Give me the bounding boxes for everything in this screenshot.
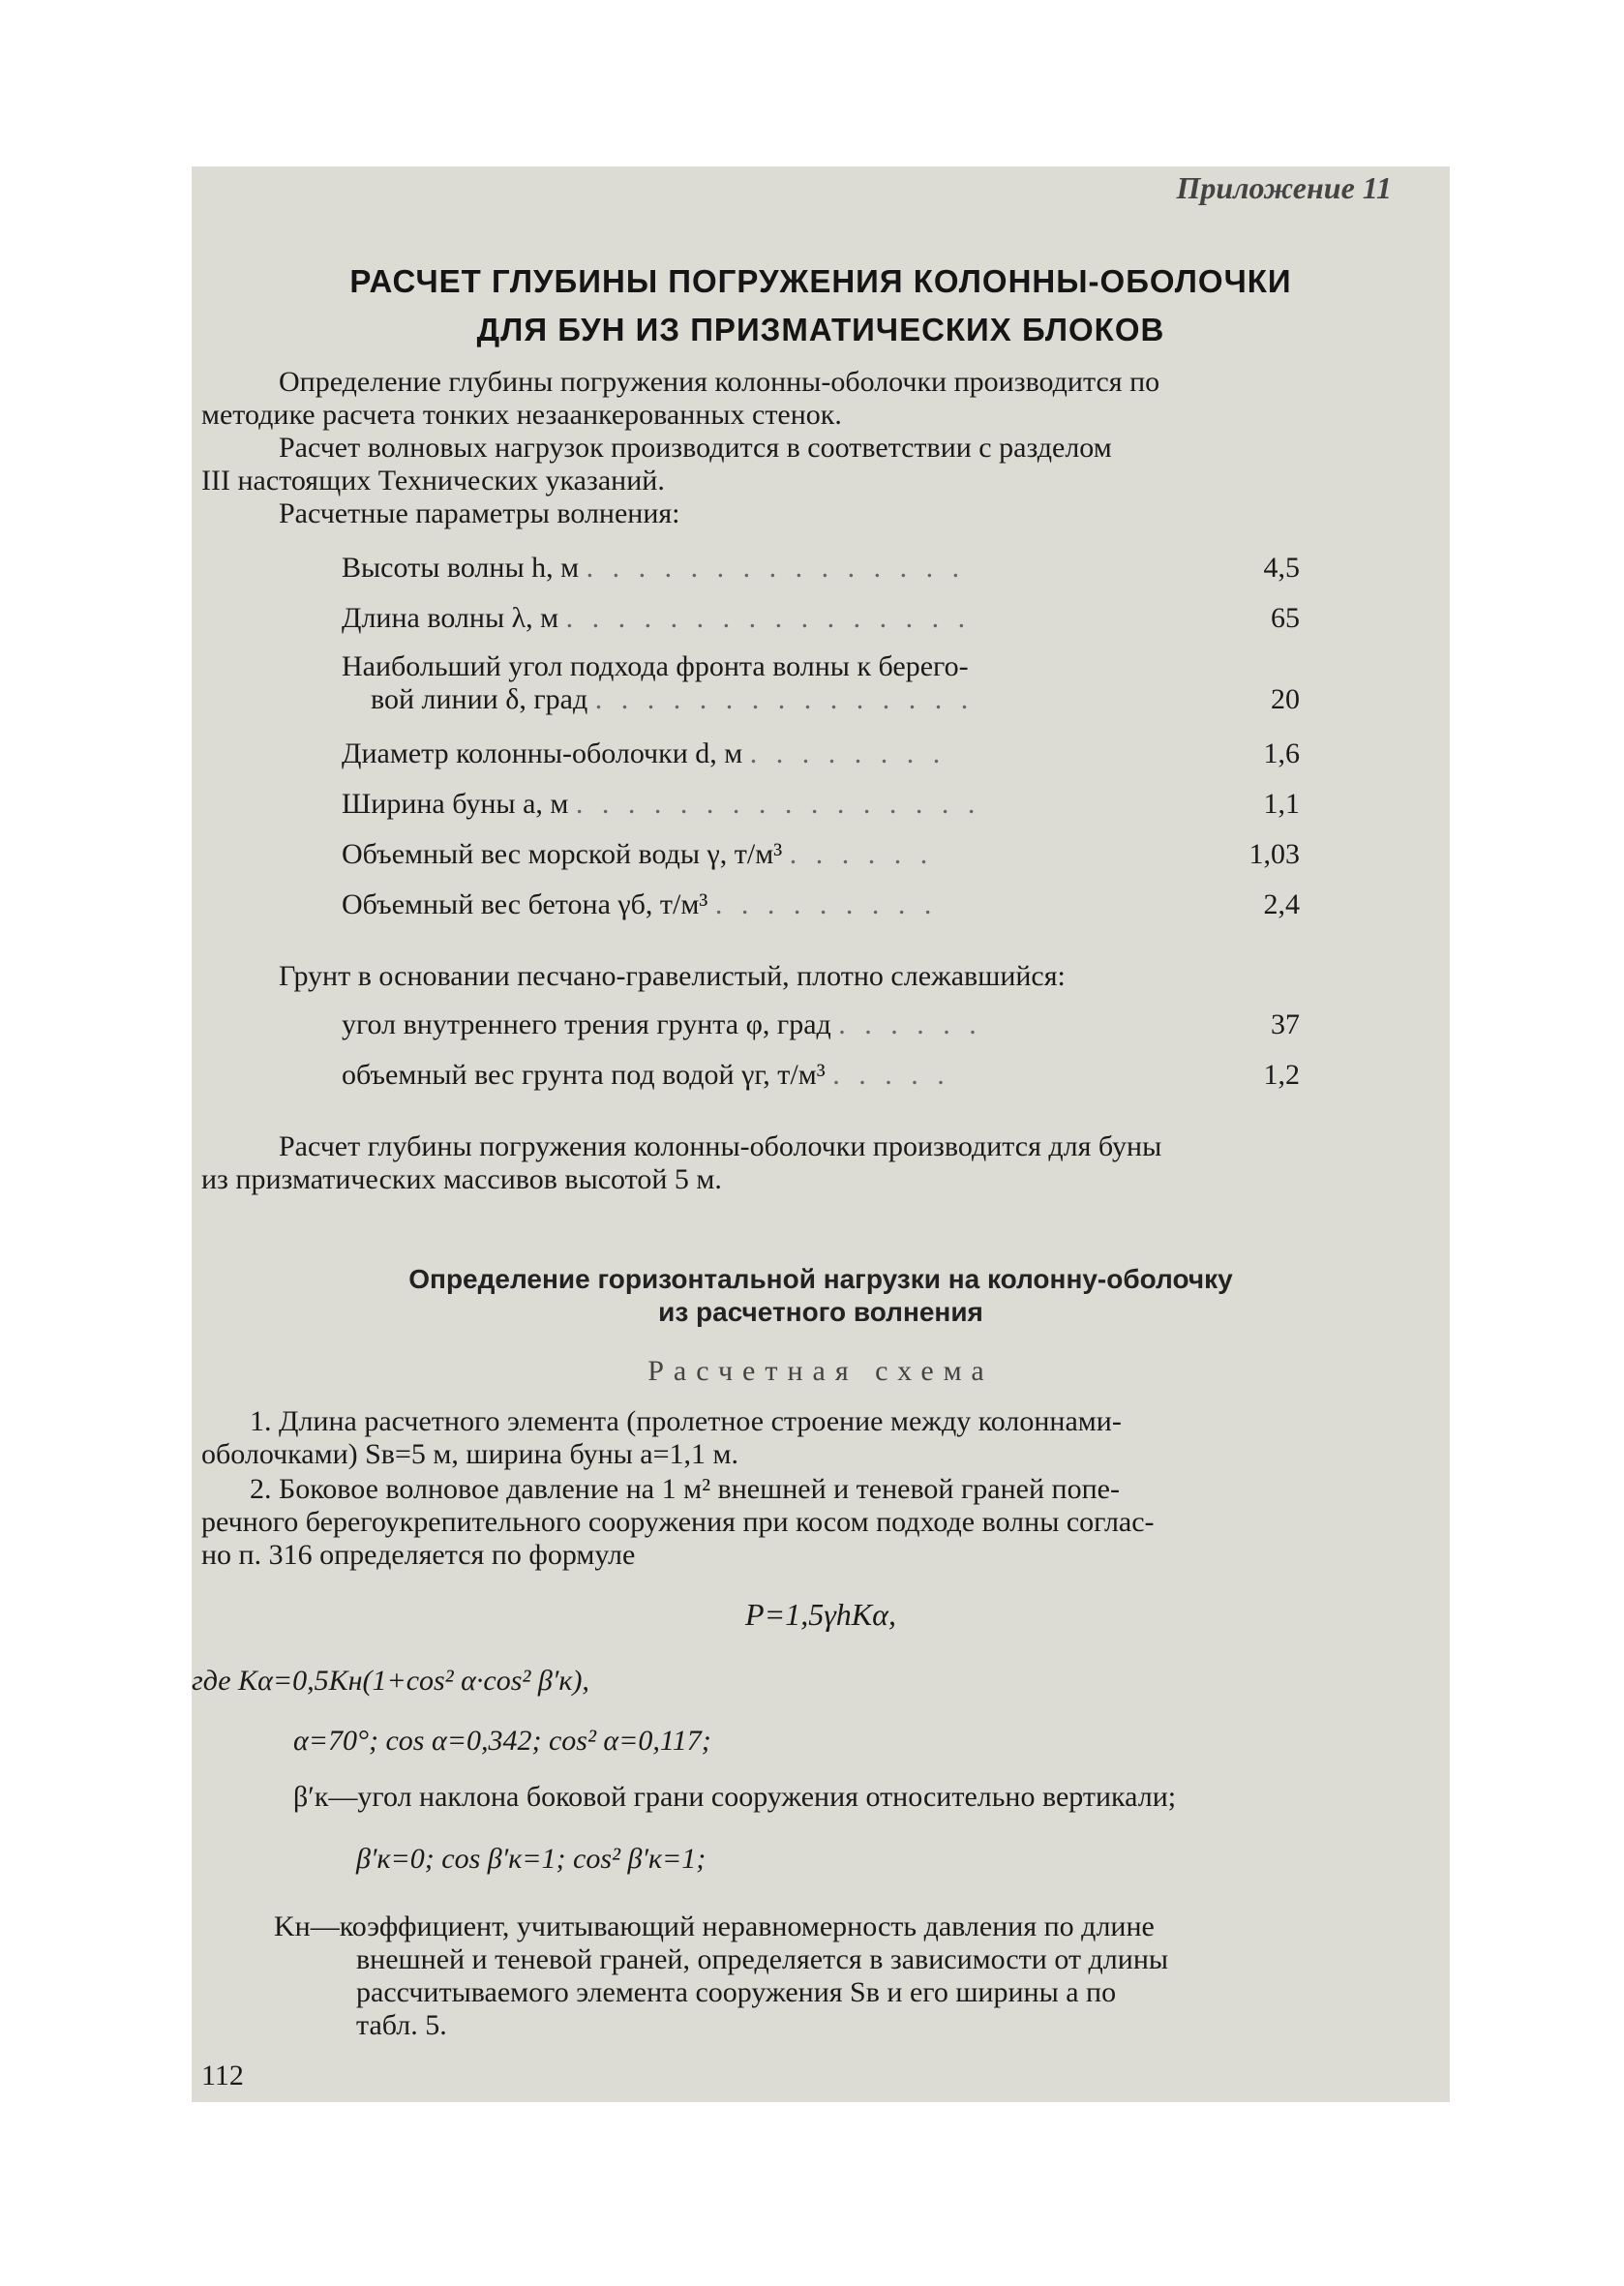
param-row	[342, 838, 933, 871]
step2-line2: речного берегоукрепительного сооружения при косом подходе волны соглас-	[201, 1506, 1155, 1538]
soil-label: объемный вес грунта под водой γг, т/м³	[342, 1059, 826, 1091]
kn-line3: рассчитываемого элемента сооружения Sв и его ширины a по	[356, 1976, 1117, 2008]
leader-dots: . . . . . . . . . . . . . . .	[594, 683, 975, 715]
leader-dots: . . . . . . . .	[749, 737, 947, 769]
param-label: Ширина буны a, м	[342, 788, 569, 820]
param-value: 1,1	[1263, 788, 1300, 820]
param-value: 4,5	[1263, 552, 1300, 584]
beta-values: β′к=0; cos β′к=1; cos² β′к=1;	[356, 1843, 707, 1875]
intro-p1-line2: методике расчета тонких незаанкерованных стенок.	[201, 399, 842, 431]
leader-dots: . . . . . . . . . . . . . . .	[586, 552, 966, 584]
param-value: 20	[1271, 683, 1300, 715]
leader-dots: . . . . . . . . . . . . . . . .	[575, 788, 981, 820]
leader-dots: . . . . . . . . .	[714, 888, 938, 920]
title-line-1: РАСЧЕТ ГЛУБИНЫ ПОГРУЖЕНИЯ КОЛОННЫ-ОБОЛОЧКИ	[349, 263, 1292, 299]
param-row	[342, 788, 980, 821]
param-value: 1,03	[1248, 838, 1300, 870]
leader-dots: . . . . .	[832, 1059, 950, 1091]
intro-p2-line2: III настоящих Технических указаний.	[201, 465, 665, 496]
leader-dots: . . . . . .	[838, 1008, 982, 1040]
soil-heading: Грунт в основании песчано-гравелистый, плотно слежавшийся:	[279, 960, 1066, 992]
page-number: 112	[201, 2060, 244, 2091]
appendix-label: Приложение 11	[1176, 170, 1392, 205]
calc-line2: из призматических массивов высотой 5 м.	[201, 1163, 722, 1195]
param-row	[342, 602, 971, 635]
title-line-2: ДЛЯ БУН ИЗ ПРИЗМАТИЧЕСКИХ БЛОКОВ	[476, 312, 1165, 347]
soil-value: 37	[1271, 1008, 1300, 1040]
kn-line4: табл. 5.	[356, 2009, 447, 2041]
soil-row	[342, 1008, 982, 1041]
param-label: Высоты волны h, м	[342, 552, 580, 584]
param-row	[342, 888, 937, 921]
param-row	[371, 683, 974, 716]
param-value: 65	[1271, 602, 1300, 634]
soil-value: 1,2	[1263, 1059, 1300, 1091]
formula-main: P=1,5γhKα,	[745, 1597, 896, 1632]
param-label: Диаметр колонны-оболочки d, м	[342, 737, 743, 769]
intro-p1-line1: Определение глубины погружения колонны-оболочки производится по	[279, 366, 1160, 398]
intro-p2-line1: Расчет волновых нагрузок производится в соответствии с разделом	[279, 432, 1112, 464]
kn-line2: внешней и теневой граней, определяется в зависимости от длины	[356, 1943, 1169, 1975]
leader-dots: . . . . . .	[789, 838, 934, 870]
param-label: Длина волны λ, м	[342, 602, 559, 634]
param-label: Наибольший угол подхода фронта волны к берего-	[342, 650, 969, 682]
soil-label: угол внутреннего трения грунта φ, град	[342, 1008, 831, 1040]
section-heading-1: Определение горизонтальной нагрузки на колонну-оболочку	[408, 1264, 1233, 1294]
param-label: Объемный вес бетона γб, т/м³	[342, 888, 708, 920]
param-label: Объемный вес морской воды γ, т/м³	[342, 838, 783, 870]
scheme-heading: Расчетная схема	[647, 1355, 994, 1387]
kn-line1: Kн—коэффициент, учитывающий неравномерность давления по длине	[274, 1910, 1155, 1942]
calc-line1: Расчет глубины погружения колонны-оболочки производится для буны	[279, 1130, 1162, 1162]
param-value: 1,6	[1263, 737, 1300, 769]
param-row	[342, 737, 946, 770]
leader-dots: . . . . . . . . . . . . . . . .	[565, 602, 972, 634]
param-row	[342, 552, 965, 585]
scanned-page	[192, 166, 1450, 2102]
step2-line1: 2. Боковое волновое давление на 1 м² внешней и теневой граней попе-	[250, 1473, 1120, 1505]
param-label-cont: вой линии δ, град	[371, 683, 588, 715]
alpha-values: α=70°; cos α=0,342; cos² α=0,117;	[293, 1725, 711, 1757]
step2-line3: но п. 316 определяется по формуле	[201, 1539, 636, 1571]
intro-p3: Расчетные параметры волнения:	[279, 497, 680, 529]
soil-row	[342, 1059, 950, 1092]
section-heading-2: из расчетного волнения	[658, 1297, 983, 1327]
formula-where: где Kα=0,5Kн(1+cos² α·cos² β′к),	[192, 1665, 589, 1697]
step1-line1: 1. Длина расчетного элемента (пролетное строение между колоннами-	[250, 1405, 1122, 1437]
param-value: 2,4	[1263, 888, 1300, 920]
beta-definition: β′к—угол наклона боковой грани сооружения относительно вертикали;	[293, 1781, 1177, 1813]
step1-line2: оболочками) Sв=5 м, ширина буны a=1,1 м.	[201, 1438, 738, 1470]
